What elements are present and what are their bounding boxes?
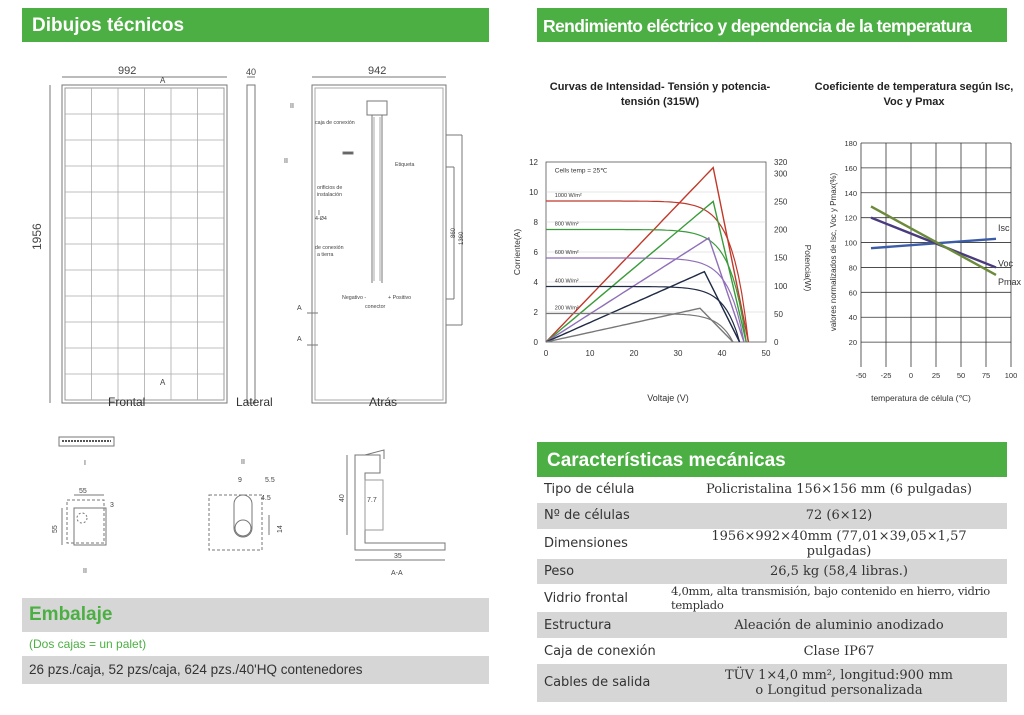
spec-value: 26,5 kg (58,4 libras.): [769, 563, 909, 579]
detail-ii-dim-small: 3: [110, 502, 114, 509]
iv-chart-title: Curvas de Intensidad- Tensión y potencia- tensión (315W): [549, 81, 771, 108]
packaging-quantities: 26 pzs./caja, 52 pzs/caja, 624 pzs./40'HQ contenedores: [22, 656, 489, 684]
pv-curve: [546, 305, 733, 342]
spec-row-weight: [537, 559, 1007, 585]
spec-value: Aleación de aluminio anodizado: [734, 617, 944, 633]
mounting-holes-label-2: instalación: [317, 192, 343, 198]
spec-label: Caja de conexión: [544, 643, 656, 659]
iv-y-tick: 0: [533, 338, 538, 347]
iv-y-tick: 10: [529, 188, 538, 197]
iv-series-label: 600 W/m²: [554, 250, 579, 256]
temp-series-line: [871, 239, 996, 248]
performance-section-title: Rendimiento eléctrico y dependencia de la temperatura: [543, 16, 972, 36]
iv-curve: [546, 258, 744, 342]
temp-y-tick: 20: [848, 338, 857, 348]
back-mark-1: II: [290, 103, 294, 110]
temp-series-label: Isc: [998, 222, 1010, 233]
iv-y-tick: 2: [533, 308, 538, 317]
front-height-dim: 1956: [30, 223, 44, 250]
junction-box-label: caja de conexión: [315, 120, 355, 126]
temp-y-tick: 60: [848, 288, 857, 298]
iv-series-label: 200 W/m²: [554, 305, 579, 312]
temp-y-tick: 140: [844, 188, 857, 198]
back-caption: Atrás: [369, 395, 398, 409]
temp-x-axis-label: temperatura de célula (℃): [871, 393, 971, 403]
temp-series-line: [871, 218, 996, 268]
pv-curve: [546, 238, 744, 342]
front-width-dim: 992: [118, 65, 137, 77]
pv-curve: [546, 168, 748, 342]
positive-label: + Positivo: [388, 295, 412, 301]
side-thickness-dim: 40: [246, 67, 257, 77]
spec-row-front-glass: [537, 584, 1007, 612]
back-mark-4: A: [297, 305, 302, 312]
front-section-mark-top: A: [160, 76, 166, 85]
spec-value: [671, 664, 1007, 702]
profile-label: A-A: [391, 570, 403, 577]
iv-y2-tick: 150: [774, 253, 788, 263]
front-section-mark-bottom: A: [160, 378, 166, 387]
temp-y-tick: 180: [844, 139, 857, 148]
iv-curve: [546, 230, 746, 343]
spec-row-junction-box: [537, 638, 1007, 664]
spec-row-output-cables: [537, 664, 1007, 702]
detail-hole-dim-45: 4.5: [261, 495, 271, 502]
temp-y-tick: 120: [844, 213, 857, 223]
spec-value: 4,0mm, alta transmisión, bajo contenido en hierro, vidrio templado: [671, 584, 990, 613]
iv-x-axis-label: Voltaje (V): [647, 393, 689, 403]
spec-value: Policristalina 156×156 mm (6 pulgadas): [706, 482, 972, 498]
iv-y2-tick: 250: [774, 197, 788, 207]
detail-hole-dim-9: 9: [238, 477, 242, 484]
spec-value: Clase IP67: [803, 643, 875, 659]
mounting-holes-label-1: orificios de: [317, 185, 343, 191]
small-dim-label: 4-Ø4: [315, 216, 327, 222]
temp-series-label: Voc: [998, 258, 1014, 269]
spec-label: Cables de salida: [544, 675, 651, 691]
back-mark-3: I: [318, 210, 320, 217]
spec-label: Tipo de célula: [544, 482, 635, 498]
technical-drawings: [22, 55, 492, 585]
drawings-section-title: Dibujos técnicos: [32, 15, 185, 36]
ground-label-1: de conexión: [315, 245, 344, 251]
temp-x-tick: 75: [981, 371, 991, 380]
spec-value-line-2: o Longitud personalizada: [755, 682, 923, 698]
iv-x-tick: 30: [673, 349, 683, 358]
spec-value: 72 (6×12): [805, 508, 873, 524]
packaging-note: (Dos cajas = un palet): [29, 637, 147, 651]
detail-ii-dim-left: 55: [52, 525, 59, 533]
spec-value: 1956×992×40mm (77,01×39,05×1,57 pulgadas): [711, 528, 967, 559]
iv-y2-tick: 300: [774, 169, 788, 179]
iv-curve: [546, 314, 733, 343]
mechanical-section-title: Características mecánicas: [547, 450, 786, 471]
iv-y-tick: 4: [533, 278, 538, 287]
packaging-title: Embalaje: [22, 598, 489, 632]
spec-row-cell-type: [537, 477, 1007, 503]
connector-label: conector: [365, 304, 386, 310]
detail-i-label: I: [84, 460, 86, 467]
iv-y2-tick: 200: [774, 225, 788, 235]
detail-ii-label: II: [83, 568, 87, 575]
detail-hole-label: II: [241, 459, 245, 466]
iv-curve: [546, 201, 748, 342]
temp-x-tick: -25: [880, 371, 892, 380]
temp-y-tick: 160: [844, 163, 857, 173]
temp-y-tick: 80: [848, 263, 857, 273]
spec-row-dimensions: [537, 529, 1007, 559]
spec-label: Estructura: [544, 617, 612, 633]
temp-x-tick: 100: [1004, 371, 1018, 380]
temp-y-tick: 100: [844, 238, 857, 248]
performance-section-header: [537, 8, 1007, 42]
back-dim-860: 860: [451, 227, 457, 238]
iv-y-tick: 6: [533, 248, 538, 257]
temp-x-tick: -50: [855, 371, 867, 380]
negative-label: Negativo -: [342, 295, 367, 301]
back-mark-2: II: [284, 158, 288, 165]
profile-aa-drawing: [347, 450, 445, 560]
pv-curve: [546, 272, 740, 342]
spec-label: Dimensiones: [544, 536, 628, 552]
iv-y-tick: 8: [533, 218, 538, 227]
detail-ii-dim-top: 55: [79, 488, 87, 495]
iv-x-tick: 0: [543, 349, 549, 358]
iv-y-tick: 12: [529, 158, 538, 167]
iv-series-label: 400 W/m²: [554, 278, 579, 285]
temp-series-label: Pmax: [998, 276, 1022, 287]
detail-i-drawing: [59, 437, 114, 446]
iv-y2-tick: 50: [774, 309, 783, 319]
detail-hole-dim-14: 14: [277, 525, 284, 533]
etiqueta-label: Etiqueta: [395, 162, 415, 168]
iv-series-label: 1000 W/m²: [554, 193, 582, 199]
iv-chart: [512, 158, 813, 403]
packaging-section: [22, 598, 489, 684]
detail-hole-dim-55: 5.5: [265, 477, 275, 484]
temperature-chart: [829, 139, 1022, 403]
temp-x-tick: 25: [931, 371, 941, 380]
iv-annotation: Cells temp = 25℃: [554, 167, 608, 175]
spec-row-cell-count: [537, 503, 1007, 529]
temp-x-tick: 0: [908, 371, 914, 380]
iv-plot-frame: [546, 162, 766, 342]
spec-label: Peso: [544, 563, 575, 579]
back-width-dim: 942: [368, 65, 387, 77]
temp-y-tick: 40: [848, 313, 857, 323]
detail-ii-drawing: [62, 495, 106, 545]
spec-value-line-1: TÜV 1×4,0 mm², longitud:900 mm: [725, 667, 953, 683]
iv-y2-tick: 320: [774, 158, 788, 167]
iv-series-label: 800 W/m²: [554, 221, 579, 228]
profile-dim-77: 7.7: [367, 497, 377, 504]
front-caption: Frontal: [108, 395, 146, 409]
mechanical-section-header: [537, 442, 1007, 477]
iv-x-tick: 10: [585, 349, 595, 358]
spec-label: Nº de células: [544, 508, 630, 524]
side-caption: Lateral: [236, 395, 273, 409]
temp-x-tick: 50: [956, 371, 966, 380]
iv-x-tick: 40: [717, 349, 727, 358]
iv-y2-axis-label: Potencia(W): [803, 244, 813, 292]
front-view-drawing: [50, 77, 227, 403]
back-mark-5: A: [297, 336, 302, 343]
temp-series-line: [871, 206, 996, 274]
side-view-drawing: [247, 77, 255, 403]
detail-hole-drawing: [209, 495, 269, 550]
iv-x-tick: 20: [629, 349, 639, 358]
iv-curve: [546, 287, 740, 343]
mechanical-specs-table: [537, 477, 1007, 702]
iv-y2-tick: 0: [774, 338, 779, 347]
spec-row-frame: [537, 612, 1007, 638]
temp-chart-title: Coeficiente de temperatura según Isc, Voc y Pmax: [814, 81, 1014, 108]
spec-label: Vidrio frontal: [544, 590, 629, 606]
ground-label-2: a tierra: [317, 252, 334, 258]
pv-curve: [546, 201, 746, 342]
iv-y2-tick: 100: [774, 281, 788, 291]
profile-dim-35: 35: [394, 553, 402, 560]
drawings-section-header: [22, 8, 489, 42]
temp-y-axis-label: valores normalizados de Isc, Voc y Pmax(%): [829, 172, 838, 332]
iv-y-axis-label: Corriente(A): [512, 228, 522, 276]
iv-x-tick: 50: [761, 349, 771, 358]
back-dim-1360: 1360: [459, 231, 465, 245]
profile-dim-40: 40: [339, 494, 346, 502]
